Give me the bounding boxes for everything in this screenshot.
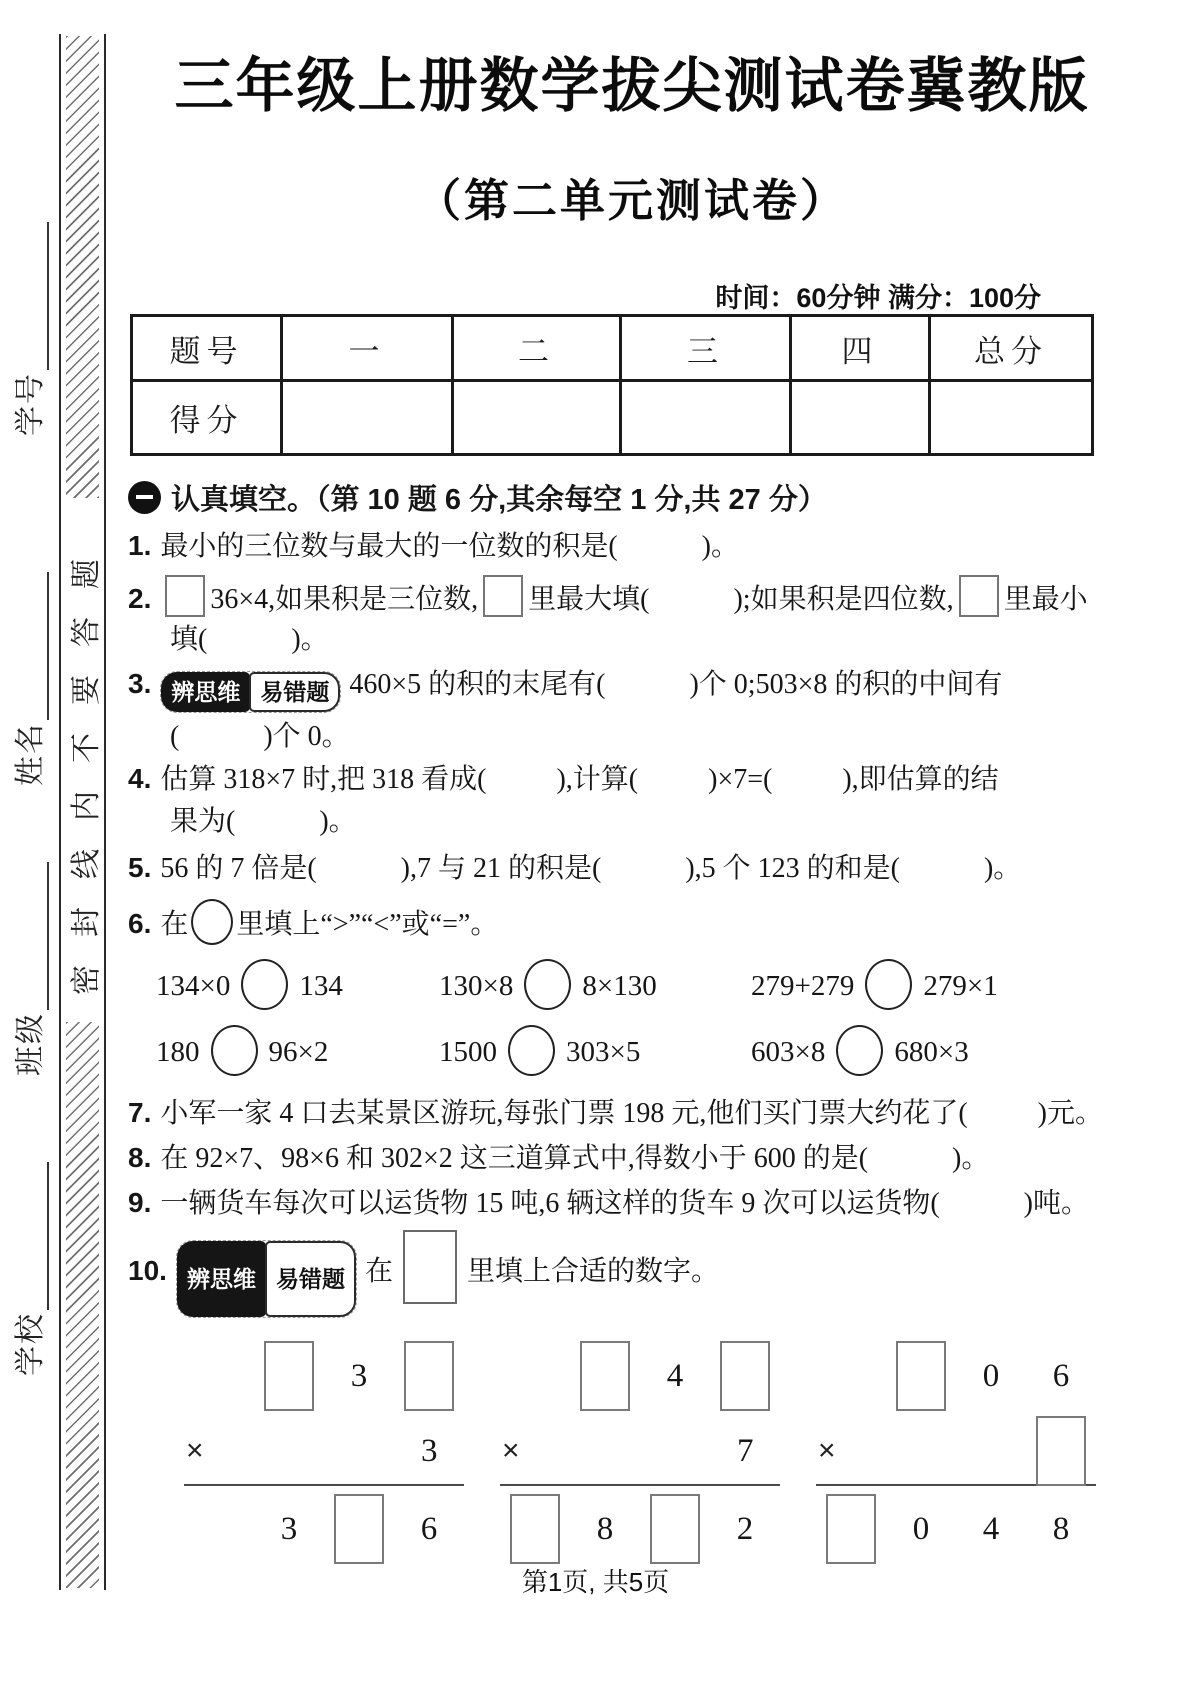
questions-section	[128, 478, 1104, 1572]
score-header-cell: 四	[791, 316, 930, 381]
score-header-cell: 题号	[132, 316, 282, 381]
question-10	[128, 1230, 1098, 1318]
name-blank-line	[17, 572, 49, 720]
comparison-right: 134	[299, 969, 343, 1002]
vertical-problem-2	[500, 1334, 780, 1572]
digit: 8	[1052, 1510, 1070, 1547]
sidebar-field-student-id	[7, 196, 49, 436]
fill-box	[403, 1230, 457, 1304]
digit: 0	[982, 1357, 1000, 1394]
comparison-row-2	[156, 1025, 1098, 1075]
digit: 2	[736, 1510, 754, 1547]
comparison-left: 134×0	[156, 969, 231, 1002]
question-text: 460×5 的积的末尾有( )个 0;503×8 的积的中间有	[349, 669, 1003, 700]
question-2	[128, 575, 1098, 618]
question-text: 36×4,如果积是三位数,	[210, 584, 479, 615]
comparison-right: 303×5	[566, 1035, 641, 1068]
score-table-score-row	[132, 381, 1093, 455]
comparison-circle	[836, 1025, 883, 1076]
comparison-circle	[241, 959, 288, 1010]
question-3-continuation	[170, 719, 1098, 755]
comparison-circle	[508, 1025, 555, 1076]
student-id-label: 学号	[14, 372, 47, 436]
question-text: 小军一家 4 口去某景区游玩,每张门票 198 元,他们买门票大约花了( )元。	[160, 1098, 1104, 1129]
comparison-right: 279×1	[923, 969, 998, 1002]
think-badge: 辨思维	[177, 1241, 266, 1317]
digit-box	[404, 1341, 454, 1411]
school-label: 学校	[14, 1312, 47, 1376]
digit: 4	[982, 1510, 1000, 1547]
comparison-row-1	[156, 959, 1098, 1009]
question-4-continuation	[170, 804, 1098, 840]
digit: 7	[737, 1432, 754, 1469]
score-empty-cell	[282, 381, 453, 455]
comparison-left: 180	[156, 1035, 200, 1068]
question-text: 一辆货车每次可以运货物 15 吨,6 辆这样的货车 9 次可以运货物( )吨。	[160, 1188, 1090, 1219]
digit-box	[650, 1494, 700, 1564]
question-1	[128, 528, 1098, 565]
name-label: 姓名	[14, 722, 47, 786]
comparison-right: 680×3	[894, 1035, 969, 1068]
section-1-header	[128, 478, 1098, 516]
comparison-item	[439, 1025, 751, 1076]
comparison-item	[439, 959, 751, 1010]
question-text: 里最大填( );如果积是四位数,	[528, 584, 954, 615]
question-number: 10.	[128, 1255, 167, 1286]
digit: 3	[350, 1357, 368, 1394]
question-text: 在	[364, 1256, 393, 1287]
score-header-cell: 三	[621, 316, 791, 381]
digit: 4	[666, 1357, 684, 1394]
page-subtitle: （第二单元测试卷）	[415, 175, 848, 226]
digit-box	[720, 1341, 770, 1411]
question-text: 里最小	[1003, 584, 1088, 615]
section-1-title: 认真填空。（第 10 题 6 分,其余每空 1 分,共 27 分）	[171, 483, 827, 516]
comparison-item	[751, 959, 1098, 1010]
hatch-pattern-top	[66, 36, 99, 498]
question-3	[128, 666, 1098, 713]
question-text: 在 92×7、98×6 和 302×2 这三道算式中,得数小于 600 的是( )。	[160, 1143, 990, 1174]
fill-box	[959, 575, 999, 617]
score-header-cell: 总分	[930, 316, 1093, 381]
multiply-sign: ×	[186, 1434, 204, 1467]
error-prone-badge: 易错题	[265, 1241, 356, 1317]
digit: 6	[420, 1510, 438, 1547]
digit: 6	[1052, 1357, 1070, 1394]
question-number: 2.	[128, 583, 152, 614]
comparison-right: 96×2	[268, 1035, 329, 1068]
multiply-sign: ×	[818, 1434, 836, 1467]
question-2-continuation	[170, 622, 1098, 658]
comparison-left: 1500	[439, 1035, 497, 1068]
question-8	[128, 1140, 1098, 1177]
fill-box	[165, 575, 205, 617]
question-text: 里填上合适的数字。	[466, 1256, 719, 1287]
comparison-item	[156, 959, 439, 1010]
score-empty-cell	[453, 381, 621, 455]
score-table-header-row	[132, 316, 1093, 381]
multiply-sign: ×	[502, 1434, 520, 1467]
question-text: 估算 318×7 时,把 318 看成( ),计算( )×7=( ),即估算的结	[160, 764, 999, 795]
badge-group	[160, 671, 341, 713]
question-text: ( )个 0。	[170, 721, 350, 752]
question-text: 56 的 7 倍是( ),7 与 21 的积是( ),5 个 123 的和是( )。	[160, 853, 1022, 884]
error-prone-badge: 易错题	[249, 672, 340, 712]
comparison-item	[751, 1025, 1098, 1076]
question-number: 7.	[128, 1097, 152, 1128]
question-number: 8.	[128, 1142, 152, 1173]
think-badge: 辨思维	[161, 672, 250, 712]
score-header-cell: 一	[282, 316, 453, 381]
comparison-circle	[524, 959, 571, 1010]
question-text: 在	[160, 909, 189, 940]
comparison-circle	[191, 899, 233, 945]
question-text: 最小的三位数与最大的一位数的积是( )。	[160, 531, 740, 562]
page-title: 三年级上册数学拔尖测试卷冀教版	[174, 53, 1090, 119]
question-6	[128, 899, 1098, 945]
score-empty-cell	[930, 381, 1093, 455]
digit-box	[334, 1494, 384, 1564]
hatch-pattern-bottom	[66, 1022, 99, 1588]
vertical-problem-3	[816, 1334, 1096, 1572]
comparison-item	[156, 1025, 439, 1076]
class-blank-line	[17, 862, 49, 1010]
question-number: 5.	[128, 852, 152, 883]
question-9	[128, 1185, 1098, 1222]
comparison-circle	[211, 1025, 258, 1076]
badge-group	[176, 1240, 357, 1318]
student-id-blank-line	[17, 222, 49, 370]
digit: 8	[596, 1510, 614, 1547]
section-number-icon	[128, 481, 161, 514]
digit-box	[264, 1341, 314, 1411]
class-label: 班级	[14, 1012, 47, 1076]
sidebar-field-school	[7, 1136, 49, 1376]
footer-page-number: 第1页, 共5页	[521, 1567, 670, 1597]
score-label-cell: 得分	[132, 381, 282, 455]
digit: 3	[421, 1432, 438, 1469]
digit: 0	[912, 1510, 930, 1547]
seal-notice-text: 密封线内不要答题	[70, 531, 103, 995]
question-text: 果为( )。	[170, 806, 357, 837]
vertical-problem-1	[184, 1334, 464, 1572]
question-text: 填( )。	[170, 624, 329, 655]
digit-box	[826, 1494, 876, 1564]
question-text: 里填上“>”“<”或“=”。	[236, 909, 499, 940]
digit-box	[510, 1494, 560, 1564]
vertical-problems	[184, 1334, 1098, 1572]
comparison-circle	[865, 959, 912, 1010]
score-table	[130, 314, 1094, 456]
question-number: 4.	[128, 763, 152, 794]
comparison-left: 279+279	[751, 969, 855, 1002]
score-empty-cell	[791, 381, 930, 455]
fill-box	[483, 575, 523, 617]
digit-box	[1036, 1416, 1086, 1486]
sidebar-field-class	[7, 836, 49, 1076]
question-number: 1.	[128, 530, 152, 561]
exam-meta: 时间：60分钟 满分：100分	[715, 283, 1041, 313]
comparison-left: 130×8	[439, 969, 514, 1002]
comparison-left: 603×8	[751, 1035, 826, 1068]
digit: 3	[280, 1510, 298, 1547]
question-5	[128, 850, 1098, 887]
digit-box	[896, 1341, 946, 1411]
question-number: 6.	[128, 908, 152, 939]
question-number: 9.	[128, 1187, 152, 1218]
score-empty-cell	[621, 381, 791, 455]
question-7	[128, 1095, 1104, 1132]
question-4	[128, 761, 1098, 798]
sidebar-field-name	[7, 546, 49, 786]
comparison-right: 8×130	[582, 969, 657, 1002]
score-header-cell: 二	[453, 316, 621, 381]
question-number: 3.	[128, 668, 152, 699]
school-blank-line	[17, 1162, 49, 1310]
seal-line-right	[104, 34, 106, 1590]
digit-box	[580, 1341, 630, 1411]
